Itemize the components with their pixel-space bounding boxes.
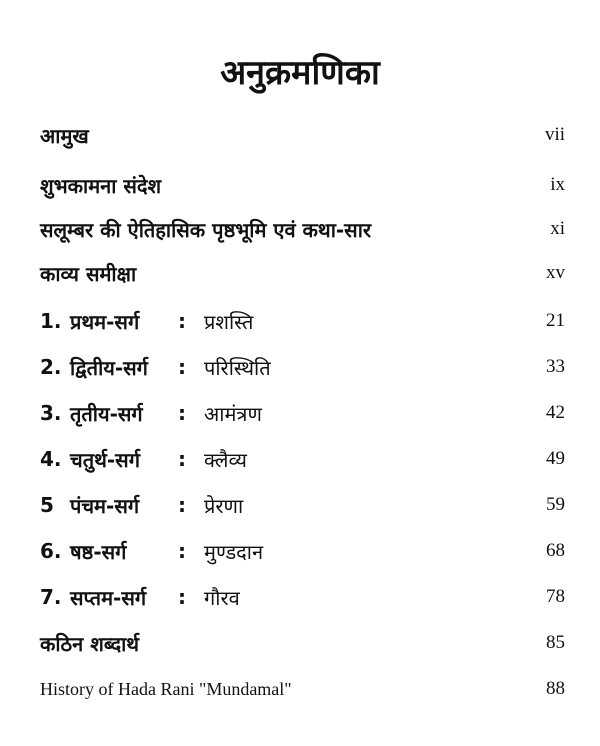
entry-label: सलूम्बर की ऐतिहासिक पृष्ठभूमि एवं कथा-सार xyxy=(40,217,372,242)
canto-colon: : xyxy=(178,309,186,333)
toc-entry-greetings xyxy=(40,168,565,202)
entry-label: शुभकामना संदेश xyxy=(40,173,162,198)
canto-subtitle: आमंत्रण xyxy=(204,401,262,426)
canto-number: 1. xyxy=(40,309,62,333)
entry-page-number: 21 xyxy=(546,310,565,331)
canto-number: 5 xyxy=(40,493,54,517)
canto-colon: : xyxy=(178,447,186,471)
entry-page-number: 85 xyxy=(546,632,565,653)
canto-number: 7. xyxy=(40,585,62,609)
canto-name: पंचम-सर्ग xyxy=(70,493,140,518)
entry-page-number: 49 xyxy=(546,448,565,469)
entry-label: कठिन शब्दार्थ xyxy=(40,631,140,656)
canto-subtitle: प्रेरणा xyxy=(204,493,244,518)
toc-entry-canto-7 xyxy=(40,580,565,614)
canto-number: 3. xyxy=(40,401,62,425)
toc-entry-history xyxy=(40,672,565,706)
entry-page-number: 88 xyxy=(546,678,565,699)
canto-name: तृतीय-सर्ग xyxy=(70,401,143,426)
entry-page-number: 78 xyxy=(546,586,565,607)
entry-label: काव्य समीक्षा xyxy=(40,261,137,286)
canto-name: द्वितीय-सर्ग xyxy=(70,355,148,380)
canto-colon: : xyxy=(178,355,186,379)
entry-label: History of Hada Rani "Mundamal" xyxy=(40,678,292,699)
toc-entry-canto-5 xyxy=(40,488,565,522)
entry-page-number: ix xyxy=(550,174,565,195)
canto-name: चतुर्थ-सर्ग xyxy=(70,447,140,472)
toc-entry-canto-4 xyxy=(40,442,565,476)
canto-name: सप्तम-सर्ग xyxy=(70,585,147,610)
canto-colon: : xyxy=(178,401,186,425)
canto-number: 4. xyxy=(40,447,62,471)
entry-page-number: 59 xyxy=(546,494,565,515)
toc-entry-preface xyxy=(40,118,565,152)
toc-entry-canto-6 xyxy=(40,534,565,568)
entry-page-number: 42 xyxy=(546,402,565,423)
canto-colon: : xyxy=(178,539,186,563)
toc-entry-background xyxy=(40,212,565,246)
entry-label: आमुख xyxy=(40,123,89,148)
canto-number: 6. xyxy=(40,539,62,563)
entry-page-number: xi xyxy=(550,218,565,239)
canto-subtitle: मुण्डदान xyxy=(204,539,264,564)
canto-name: षष्ठ-सर्ग xyxy=(70,539,127,564)
toc-entry-canto-1 xyxy=(40,304,565,338)
canto-subtitle: प्रशस्ति xyxy=(204,309,254,334)
canto-colon: : xyxy=(178,493,186,517)
entry-page-number: 68 xyxy=(546,540,565,561)
entry-page-number: 33 xyxy=(546,356,565,377)
canto-name: प्रथम-सर्ग xyxy=(70,309,140,334)
toc-entry-canto-3 xyxy=(40,396,565,430)
entry-page-number: vii xyxy=(544,124,565,145)
canto-subtitle: क्लैव्य xyxy=(204,447,247,472)
canto-colon: : xyxy=(178,585,186,609)
toc-entry-review xyxy=(40,256,565,290)
canto-number: 2. xyxy=(40,355,62,379)
page-title: अनुक्रमणिका xyxy=(220,53,380,93)
canto-subtitle: गौरव xyxy=(204,585,240,610)
entry-page-number: xv xyxy=(546,262,565,283)
toc-entry-canto-2 xyxy=(40,350,565,384)
toc-entry-glossary xyxy=(40,626,565,660)
canto-subtitle: परिस्थिति xyxy=(204,355,271,380)
